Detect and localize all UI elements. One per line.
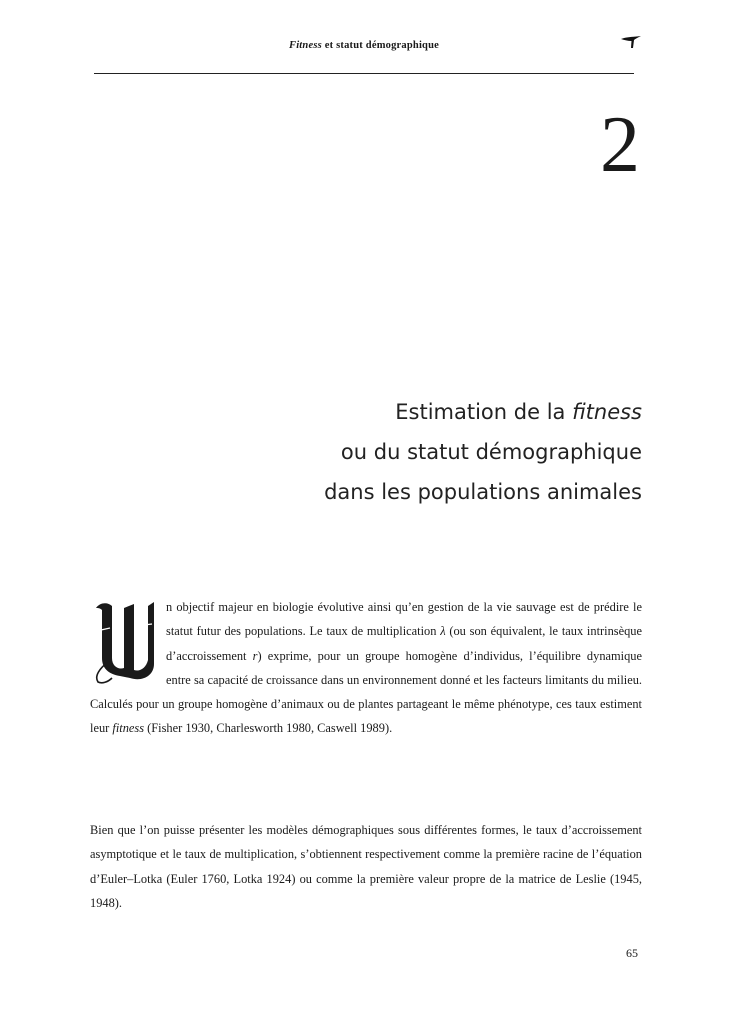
- lambda-symbol: λ: [440, 624, 446, 639]
- running-head-italic: Fitness: [288, 40, 322, 51]
- paragraph-1: [90, 595, 642, 741]
- running-head-text: et statut démographique: [321, 40, 439, 51]
- chapter-number: 2: [600, 101, 640, 189]
- paragraph-1-text-b: (ou son équivalent, le taux intrinsèque d’accroissement: [166, 624, 642, 663]
- drop-cap-letter: [90, 598, 158, 684]
- page-number: 65: [626, 946, 638, 960]
- paragraph-1-text-c: ) exprime, pour un groupe homogène d’individus, l’équilibre dynamique entre sa capacité de croissance dans un environnement donné et les facteurs limitants du milieu. Calculés pour un groupe homogène d’animaux ou de plantes partageant le même phénotype, ces taux estiment leur: [90, 648, 642, 736]
- running-head: [94, 40, 634, 51]
- paragraph-2: Bien que l’on puisse présenter les modèles démographiques sous différentes formes, le taux d’accroissement asymptotique et le taux de multiplication, s’obtiennent respectivement comme la première racine de l’équation d’Euler–Lotka (Euler 1760, Lotka 1924) ou comme la première valeur propre de la matrice de Leslie (1945, 1948).: [90, 823, 642, 910]
- chapter-title-line-1: [250, 392, 642, 432]
- chapter-title-line-3: dans les populations animales: [324, 480, 642, 504]
- bird-icon: [620, 34, 642, 50]
- header-rule: [94, 73, 634, 74]
- chapter-title: [250, 392, 642, 512]
- paragraph-1-text-d: (Fisher 1930, Charlesworth 1980, Caswell 1989).: [144, 721, 393, 736]
- variable-r: r: [252, 648, 258, 663]
- chapter-title-fitness: fitness: [572, 400, 642, 424]
- fitness-term: fitness: [112, 721, 145, 736]
- paragraph-1-text-a: n objectif majeur en biologie évolutive ainsi qu’en gestion de la vie sauvage est de prédire le statut futur des populations. Le taux de multiplication: [166, 600, 642, 639]
- chapter-title-line-2: ou du statut démographique: [340, 440, 642, 464]
- chapter-title-line-1-text: Estimation de la: [395, 400, 573, 424]
